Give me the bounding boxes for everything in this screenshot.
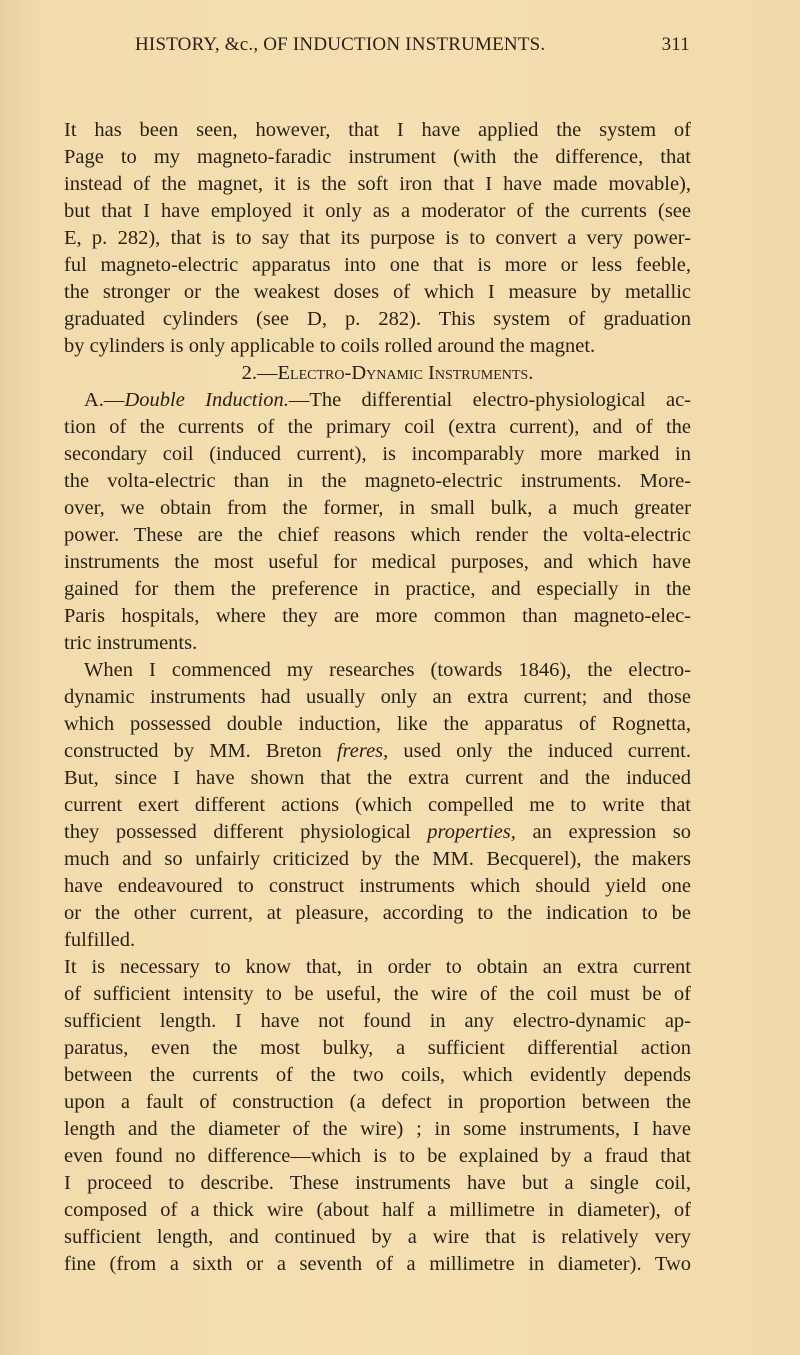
text-span: constructed by MM. Breton bbox=[64, 740, 337, 762]
text-line bbox=[64, 1170, 691, 1197]
text-span: But, since I have shown that the extra current and the induced bbox=[64, 767, 691, 789]
text-span: A.— bbox=[84, 389, 125, 411]
text-line bbox=[64, 279, 691, 306]
text-span: It is necessary to know that, in order to obtain an extra current bbox=[64, 956, 691, 978]
text-span: current exert different actions (which compelled me to write that bbox=[64, 794, 691, 816]
text-line bbox=[64, 495, 691, 522]
text-span: have endeavoured to construct instruments which should yield one bbox=[64, 875, 691, 897]
text-line bbox=[64, 576, 691, 603]
page-number: 311 bbox=[661, 34, 690, 55]
paragraph bbox=[64, 657, 691, 954]
text-span: even found no difference—which is to be explained by a fraud that bbox=[64, 1145, 691, 1167]
text-line bbox=[64, 846, 691, 873]
text-span: dynamic instruments had usually only an extra current; and those bbox=[64, 686, 691, 708]
text-span: 2.—Electro-Dynamic Instruments. bbox=[241, 362, 534, 384]
text-line bbox=[64, 819, 691, 846]
text-span: the volta-electric than in the magneto-electric instruments. More- bbox=[64, 470, 691, 492]
text-span: tion of the currents of the primary coil (extra current), and of the bbox=[64, 416, 691, 438]
paragraph bbox=[64, 954, 691, 1278]
running-title: HISTORY, &c., OF INDUCTION INSTRUMENTS. bbox=[135, 34, 546, 55]
text-span: of sufficient intensity to be useful, the wire of the coil must be of bbox=[64, 983, 691, 1005]
text-line bbox=[64, 792, 691, 819]
text-span: I proceed to describe. These instruments have but a single coil, bbox=[64, 1172, 691, 1194]
text-span: but that I have employed it only as a moderator of the currents (see bbox=[64, 200, 691, 222]
text-line bbox=[64, 144, 691, 171]
text-line bbox=[64, 360, 691, 387]
text-span: gained for them the preference in practice, and especially in the bbox=[64, 578, 691, 600]
paragraph bbox=[64, 117, 691, 360]
text-span: an expression so bbox=[515, 821, 691, 843]
italic-text: properties, bbox=[427, 821, 516, 843]
text-line bbox=[64, 1251, 691, 1278]
text-span: between the currents of the two coils, which evidently depends bbox=[64, 1064, 691, 1086]
text-span: It has been seen, however, that I have applied the system of bbox=[64, 119, 691, 141]
text-span: Page to my magneto-faradic instrument (with the difference, that bbox=[64, 146, 691, 168]
text-line bbox=[64, 549, 691, 576]
text-span: When I commenced my researches (towards 1846), the electro- bbox=[84, 659, 691, 681]
text-span: the stronger or the weakest doses of which I measure by metallic bbox=[64, 281, 691, 303]
text-line bbox=[64, 306, 691, 333]
text-line bbox=[64, 225, 691, 252]
text-line bbox=[64, 900, 691, 927]
text-line bbox=[64, 117, 691, 144]
text-span: graduated cylinders (see D, p. 282). This system of graduation bbox=[64, 308, 691, 330]
text-span: fine (from a sixth or a seventh of a millimetre in diameter). Two bbox=[64, 1253, 691, 1275]
text-span: paratus, even the most bulky, a sufficient differential action bbox=[64, 1037, 691, 1059]
text-span: power. These are the chief reasons which render the volta-electric bbox=[64, 524, 691, 546]
text-line bbox=[64, 873, 691, 900]
text-line bbox=[64, 981, 691, 1008]
text-span: by cylinders is only applicable to coils rolled around the magnet. bbox=[64, 335, 596, 357]
page-body-text bbox=[64, 117, 691, 1278]
text-line bbox=[64, 1062, 691, 1089]
text-line bbox=[64, 630, 691, 657]
text-line bbox=[64, 738, 691, 765]
text-line bbox=[64, 603, 691, 630]
text-line bbox=[64, 657, 691, 684]
text-span: E, p. 282), that is to say that its purpose is to convert a very power- bbox=[64, 227, 691, 249]
text-line bbox=[64, 711, 691, 738]
text-line bbox=[64, 1197, 691, 1224]
text-span: they possessed different physiological bbox=[64, 821, 428, 843]
text-span: length and the diameter of the wire) ; in some instruments, I have bbox=[64, 1118, 691, 1140]
text-span: —The differential electro-physiological ac- bbox=[288, 389, 691, 411]
text-span: tric instruments. bbox=[64, 632, 198, 654]
text-span: sufficient length. I have not found in any electro-dynamic ap- bbox=[64, 1010, 691, 1032]
text-line bbox=[64, 927, 691, 954]
text-span: or the other current, at pleasure, according to the indication to be bbox=[64, 902, 691, 924]
text-line bbox=[64, 1143, 691, 1170]
text-span: fulfilled. bbox=[64, 929, 136, 951]
text-line bbox=[64, 765, 691, 792]
text-line bbox=[64, 333, 691, 360]
text-span: much and so unfairly criticized by the MM. Becquerel), the makers bbox=[64, 848, 691, 870]
text-span: instruments the most useful for medical purposes, and which have bbox=[64, 551, 691, 573]
text-line bbox=[64, 522, 691, 549]
text-line bbox=[64, 684, 691, 711]
text-line bbox=[64, 954, 691, 981]
text-span: composed of a thick wire (about half a millimetre in diameter), of bbox=[64, 1199, 691, 1221]
italic-text: Double Induction. bbox=[124, 389, 289, 411]
text-span: Paris hospitals, where they are more common than magneto-elec- bbox=[64, 605, 691, 627]
text-line bbox=[64, 1089, 691, 1116]
text-line bbox=[64, 252, 691, 279]
text-span: secondary coil (induced current), is incomparably more marked in bbox=[64, 443, 691, 465]
text-line bbox=[64, 1008, 691, 1035]
text-span: instead of the magnet, it is the soft iron that I have made movable), bbox=[64, 173, 691, 195]
text-span: upon a fault of construction (a defect in proportion between the bbox=[64, 1091, 691, 1113]
paragraph bbox=[64, 387, 691, 657]
text-span: used only the induced current. bbox=[388, 740, 691, 762]
text-line bbox=[64, 414, 691, 441]
text-line bbox=[64, 387, 691, 414]
text-line bbox=[64, 171, 691, 198]
text-line bbox=[64, 1035, 691, 1062]
text-span: sufficient length, and continued by a wire that is relatively very bbox=[64, 1226, 691, 1248]
text-line bbox=[64, 441, 691, 468]
text-line bbox=[64, 1224, 691, 1251]
text-line bbox=[64, 468, 691, 495]
text-span: which possessed double induction, like the apparatus of Rognetta, bbox=[64, 713, 691, 735]
text-span: ful magneto-electric apparatus into one that is more or less feeble, bbox=[64, 254, 691, 276]
text-line bbox=[64, 198, 691, 225]
text-span: over, we obtain from the former, in small bulk, a much greater bbox=[64, 497, 691, 519]
section-heading bbox=[64, 360, 691, 387]
italic-text: freres, bbox=[336, 740, 389, 762]
text-line bbox=[64, 1116, 691, 1143]
